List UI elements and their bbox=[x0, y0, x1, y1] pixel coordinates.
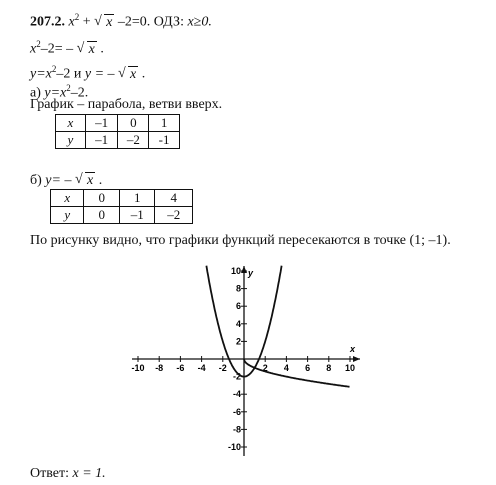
x-tick-label: 6 bbox=[305, 363, 311, 373]
x-tick-label: 10 bbox=[344, 363, 356, 373]
y-tick-label: -4 bbox=[232, 389, 241, 400]
x-tick-label: -6 bbox=[176, 363, 185, 373]
x-tick-label: -4 bbox=[197, 363, 206, 373]
problem-number: 207.2. bbox=[30, 14, 65, 30]
step-2: $y=x^2-2$ и y = – √ x . bbox=[30, 61, 145, 83]
y-tick-label: -2 bbox=[232, 371, 241, 382]
step-1: $x^2-2=$ – √ x . bbox=[30, 36, 104, 58]
sqrt-symbol: √ x bbox=[94, 15, 114, 31]
y-tick-label: -6 bbox=[232, 406, 241, 417]
function-graph bbox=[128, 262, 368, 462]
table-row: y –1 –2 -1 bbox=[56, 132, 180, 149]
answer: Ответ: x = 1. bbox=[30, 466, 106, 481]
conclusion-text: По рисунку видно, что графики функций пересекаются в точке (1; –1). bbox=[30, 233, 451, 248]
problem-statement: 207.2. $x^2$ + √ x –2=0. ОДЗ: x≥0. bbox=[30, 9, 212, 31]
x-axis-arrow bbox=[353, 356, 360, 362]
y-axis-arrow bbox=[241, 266, 247, 273]
sqrt-symbol: √ x bbox=[75, 173, 95, 189]
y-tick-label: 6 bbox=[235, 301, 241, 312]
x-axis-label: x bbox=[350, 344, 356, 354]
y-tick-label: -10 bbox=[227, 442, 241, 452]
part-a-formula: а) $y=x^2-2$. bbox=[30, 83, 89, 101]
part-b-formula: б) y= – √ x . bbox=[30, 173, 102, 189]
x-tick-label: 4 bbox=[283, 363, 289, 373]
x-tick-label: 2 bbox=[262, 363, 268, 373]
y-tick-label: 8 bbox=[235, 283, 241, 294]
table-row: x 0 1 4 bbox=[51, 190, 193, 207]
x-tick-label: -2 bbox=[218, 363, 227, 373]
x-tick-label: -10 bbox=[131, 363, 145, 373]
part-a-description: График – парабола, ветви вверх. bbox=[30, 97, 223, 112]
table-row: y 0 –1 –2 bbox=[51, 207, 193, 224]
y-tick-label: 10 bbox=[230, 266, 241, 276]
y-axis-label: y bbox=[248, 268, 254, 278]
table-b bbox=[50, 189, 193, 224]
sqrt-symbol: √ x bbox=[77, 42, 97, 58]
sqrt-curve bbox=[244, 359, 350, 387]
y-tick-label: -8 bbox=[232, 424, 241, 435]
sqrt-symbol: √ x bbox=[118, 67, 138, 83]
table-a bbox=[55, 114, 180, 149]
table-row: x –1 0 1 bbox=[56, 115, 180, 132]
x-tick-label: -8 bbox=[155, 363, 164, 373]
x-tick-label: 8 bbox=[326, 363, 332, 373]
y-tick-label: 2 bbox=[235, 336, 241, 347]
y-tick-label: 4 bbox=[235, 318, 241, 329]
